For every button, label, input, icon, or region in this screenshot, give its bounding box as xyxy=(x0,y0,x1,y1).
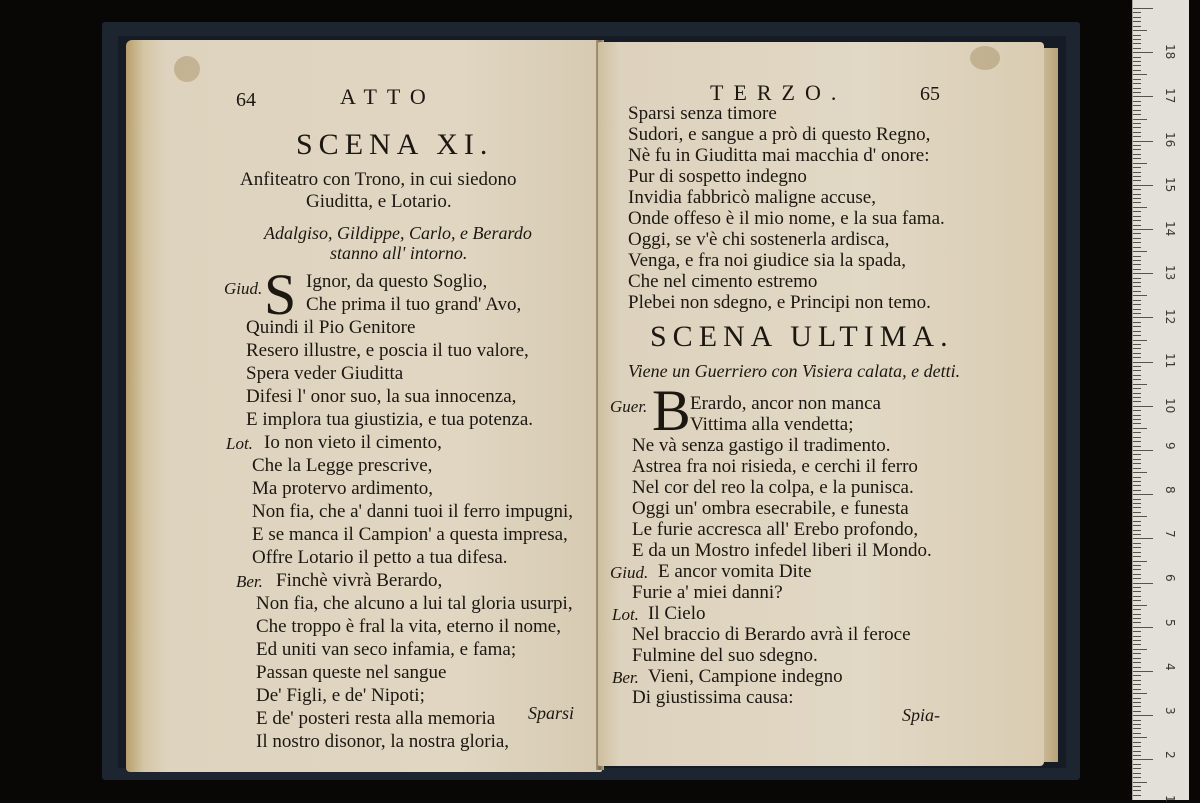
ruler-tick xyxy=(1133,225,1141,226)
speaker-label: Guer. xyxy=(610,397,648,416)
ruler-tick xyxy=(1133,300,1141,301)
ruler-number: 15 xyxy=(1163,176,1177,192)
ruler-tick xyxy=(1133,680,1141,681)
verse-line: Che troppo è fral la vita, eterno il nome, xyxy=(256,616,561,637)
verse-line: E da un Mostro infedel liberi il Mondo. xyxy=(632,540,932,561)
verse-line: Non fia, che a' danni tuoi il ferro impugni, xyxy=(252,501,574,522)
ruler-tick xyxy=(1133,286,1141,287)
speaker-label: Giud. xyxy=(610,563,649,582)
verse-line: Passan queste nel sangue xyxy=(256,662,447,683)
ruler-tick xyxy=(1133,711,1141,712)
ruler-tick xyxy=(1133,132,1141,133)
ruler-tick xyxy=(1133,30,1147,31)
ruler-tick xyxy=(1133,715,1153,716)
ruler-tick xyxy=(1133,317,1153,318)
ruler-tick xyxy=(1133,52,1153,53)
ruler-tick xyxy=(1133,189,1141,190)
ruler-tick xyxy=(1133,251,1147,252)
ruler-number: 16 xyxy=(1163,132,1177,148)
verse-line: Sparsi senza timore xyxy=(628,103,777,124)
ruler-tick xyxy=(1133,667,1141,668)
ruler-tick xyxy=(1133,728,1141,729)
drop-cap: B xyxy=(652,378,691,443)
ruler-tick xyxy=(1133,74,1147,75)
verse-line: Difesi l' onor suo, la sua innocenza, xyxy=(246,386,517,407)
verse-line: Che la Legge prescrive, xyxy=(252,455,433,476)
ruler-tick xyxy=(1133,35,1141,36)
left-page xyxy=(126,40,602,772)
ruler-tick xyxy=(1133,21,1141,22)
ruler-tick xyxy=(1133,454,1141,455)
verse-line: Erardo, ancor non manca xyxy=(690,393,881,414)
ruler-tick xyxy=(1133,622,1141,623)
drop-cap: S xyxy=(264,262,297,327)
ruler-tick xyxy=(1133,220,1141,221)
ruler-tick xyxy=(1133,578,1141,579)
ruler-tick xyxy=(1133,627,1153,628)
verse-line: Oggi un' ombra esecrabile, e funesta xyxy=(632,498,909,519)
ruler-tick xyxy=(1133,141,1153,142)
page-number-right: 65 xyxy=(920,83,940,105)
running-head-left: ATTO xyxy=(340,84,436,109)
ruler-tick xyxy=(1133,755,1141,756)
ruler-tick xyxy=(1133,348,1141,349)
ruler-tick xyxy=(1133,591,1141,592)
ruler-tick xyxy=(1133,782,1147,783)
verse-line: Vittima alla vendetta; xyxy=(690,414,854,435)
verse-line: Vieni, Campione indegno xyxy=(648,666,843,687)
ruler-tick xyxy=(1133,596,1141,597)
ruler-tick xyxy=(1133,269,1141,270)
setting-line-2: Giuditta, e Lotario. xyxy=(306,191,452,212)
verse-line: Oggi, se v'è chi sostenerla ardisca, xyxy=(628,229,890,250)
ruler-tick xyxy=(1133,724,1141,725)
verse-line: Fulmine del suo sdegno. xyxy=(632,645,818,666)
ruler-tick xyxy=(1133,335,1141,336)
ruler-tick xyxy=(1133,331,1141,332)
ruler-tick xyxy=(1133,278,1141,279)
verse-line: Il nostro disonor, la nostra gloria, xyxy=(256,731,510,752)
verse-line: Sudori, e sangue a prò di questo Regno, xyxy=(628,124,931,145)
ruler-tick xyxy=(1133,565,1141,566)
ruler-tick xyxy=(1133,525,1141,526)
stage-direction-1: Adalgiso, Gildippe, Carlo, e Berardo xyxy=(264,223,532,243)
ruler-tick xyxy=(1133,163,1147,164)
ruler-tick xyxy=(1133,507,1141,508)
ruler-number: 5 xyxy=(1163,618,1177,627)
ruler-tick xyxy=(1133,370,1141,371)
ruler-number: 13 xyxy=(1163,265,1177,281)
ruler-tick xyxy=(1133,614,1141,615)
verse-line: Offre Lotario il petto a tua difesa. xyxy=(252,547,508,568)
verse-line: E implora tua giustizia, e tua potenza. xyxy=(246,409,534,430)
ruler-tick xyxy=(1133,406,1153,407)
ruler-tick xyxy=(1133,340,1147,341)
ruler-tick xyxy=(1133,477,1141,478)
ruler-tick xyxy=(1133,662,1141,663)
ruler-tick xyxy=(1133,441,1141,442)
ruler-tick xyxy=(1133,384,1147,385)
measuring-ruler xyxy=(1132,0,1189,803)
ruler-tick xyxy=(1133,401,1141,402)
ruler-number: 10 xyxy=(1163,397,1177,413)
speaker-label: Lot. xyxy=(612,605,639,624)
ruler-tick xyxy=(1133,432,1141,433)
ruler-tick xyxy=(1133,419,1141,420)
verse-line: Nè fu in Giuditta mai macchia d' onore: xyxy=(628,145,930,166)
ruler-tick xyxy=(1133,521,1141,522)
ruler-tick xyxy=(1133,459,1141,460)
verse-line: Astrea fra noi risieda, e cerchi il ferro xyxy=(632,456,918,477)
ruler-tick xyxy=(1133,649,1147,650)
ruler-tick xyxy=(1133,17,1141,18)
ruler-tick xyxy=(1133,706,1141,707)
ruler-tick xyxy=(1133,653,1141,654)
ruler-tick xyxy=(1133,48,1141,49)
verse-line: Ma protervo ardimento, xyxy=(252,478,433,499)
ruler-tick xyxy=(1133,428,1147,429)
ruler-tick xyxy=(1133,79,1141,80)
ruler-tick xyxy=(1133,207,1147,208)
ruler-tick xyxy=(1133,291,1141,292)
ruler-tick xyxy=(1133,211,1141,212)
ruler-tick xyxy=(1133,167,1141,168)
ruler-tick xyxy=(1133,773,1141,774)
ruler-tick xyxy=(1133,110,1141,111)
ruler-tick xyxy=(1133,561,1147,562)
ruler-tick xyxy=(1133,737,1147,738)
ruler-tick xyxy=(1133,552,1141,553)
ruler-number: 2 xyxy=(1163,751,1177,759)
ruler-tick xyxy=(1133,618,1141,619)
ruler-tick xyxy=(1133,313,1141,314)
ruler-tick xyxy=(1133,587,1141,588)
ruler-tick xyxy=(1133,233,1141,234)
ruler-tick xyxy=(1133,446,1141,447)
ruler-tick xyxy=(1133,689,1141,690)
ruler-tick xyxy=(1133,101,1141,102)
running-head-right: TERZO. xyxy=(710,80,847,105)
ruler-tick xyxy=(1133,273,1153,274)
ruler-tick xyxy=(1133,43,1141,44)
ruler-tick xyxy=(1133,366,1141,367)
ruler-tick xyxy=(1133,88,1141,89)
ruler-tick xyxy=(1133,326,1141,327)
page-number-left: 64 xyxy=(236,89,256,111)
ruler-tick xyxy=(1133,70,1141,71)
ruler-tick xyxy=(1133,238,1141,239)
ruler-tick xyxy=(1133,746,1141,747)
speaker-label: Giud. xyxy=(224,279,263,298)
ruler-number: 12 xyxy=(1163,309,1177,325)
ruler-tick xyxy=(1133,119,1147,120)
ruler-tick xyxy=(1133,295,1147,296)
ruler-tick xyxy=(1133,362,1153,363)
ruler-tick xyxy=(1133,61,1141,62)
verse-line: E se manca il Campion' a questa impresa, xyxy=(252,524,568,545)
ruler-tick xyxy=(1133,698,1141,699)
ruler-tick xyxy=(1133,247,1141,248)
ruler-tick xyxy=(1133,180,1141,181)
ruler-tick xyxy=(1133,393,1141,394)
ruler-tick xyxy=(1133,534,1141,535)
ruler-tick xyxy=(1133,149,1141,150)
ruler-tick xyxy=(1133,26,1141,27)
ruler-tick xyxy=(1133,415,1141,416)
right-page xyxy=(598,42,1044,766)
ruler-tick xyxy=(1133,671,1153,672)
catchword-left: Sparsi xyxy=(528,703,575,723)
ruler-tick xyxy=(1133,96,1153,97)
ruler-number: 3 xyxy=(1163,707,1177,715)
verse-line: Resero illustre, e poscia il tuo valore, xyxy=(246,340,529,361)
ruler-tick xyxy=(1133,777,1141,778)
ruler-tick xyxy=(1133,136,1141,137)
ruler-tick xyxy=(1133,538,1153,539)
ruler-tick xyxy=(1133,114,1141,115)
setting-line-1: Anfiteatro con Trono, in cui siedono xyxy=(240,169,517,190)
verse-line: Invidia fabbricò maligne accuse, xyxy=(628,187,876,208)
ruler-tick xyxy=(1133,795,1141,796)
ruler-tick xyxy=(1133,229,1153,230)
ruler-tick xyxy=(1133,450,1153,451)
ruler-tick xyxy=(1133,490,1141,491)
ruler-tick xyxy=(1133,39,1141,40)
verse-line: Ignor, da questo Soglio, xyxy=(306,271,488,292)
ruler-tick xyxy=(1133,644,1141,645)
ruler-tick xyxy=(1133,397,1141,398)
ruler-tick xyxy=(1133,485,1141,486)
verse-line: Pur di sospetto indegno xyxy=(628,166,807,187)
ruler-tick xyxy=(1133,481,1141,482)
speaker-label: Lot. xyxy=(226,434,253,453)
verse-line: Nel braccio di Berardo avrà il feroce xyxy=(632,624,911,645)
ruler-tick xyxy=(1133,499,1141,500)
ruler-tick xyxy=(1133,216,1141,217)
ruler-number: 6 xyxy=(1163,574,1177,583)
ruler-tick xyxy=(1133,658,1141,659)
ruler-tick xyxy=(1133,375,1141,376)
ruler-tick xyxy=(1133,684,1141,685)
verse-line: Plebei non sdegno, e Principi non temo. xyxy=(628,292,931,313)
scene-title-left: SCENA XI. xyxy=(296,128,494,161)
ruler-tick xyxy=(1133,640,1141,641)
ruler-tick xyxy=(1133,65,1141,66)
ruler-tick xyxy=(1133,468,1141,469)
ruler-tick xyxy=(1133,105,1141,106)
verse-line: E de' posteri resta alla memoria xyxy=(256,708,496,729)
ruler-tick xyxy=(1133,600,1141,601)
ruler-tick xyxy=(1133,8,1153,9)
ruler-tick xyxy=(1133,503,1141,504)
verse-line: Onde offeso è il mio nome, e la sua fama. xyxy=(628,208,945,229)
ruler-tick xyxy=(1133,609,1141,610)
speaker-label: Ber. xyxy=(236,572,263,591)
ruler-tick xyxy=(1133,530,1141,531)
ruler-tick xyxy=(1133,379,1141,380)
ruler-tick xyxy=(1133,158,1141,159)
verse-line: Il Cielo xyxy=(648,603,706,624)
ruler-tick xyxy=(1133,309,1141,310)
ruler-tick xyxy=(1133,472,1147,473)
ruler-tick xyxy=(1133,751,1141,752)
ruler-tick xyxy=(1133,764,1141,765)
ruler-tick xyxy=(1133,547,1141,548)
ruler-number: 8 xyxy=(1163,486,1177,494)
ruler-tick xyxy=(1133,322,1141,323)
ruler-tick xyxy=(1133,198,1141,199)
verse-line: De' Figli, e de' Nipoti; xyxy=(256,685,425,706)
ruler-tick xyxy=(1133,742,1141,743)
verse-line: Di giustissima causa: xyxy=(632,687,794,708)
ruler-tick xyxy=(1133,12,1141,13)
ruler-tick xyxy=(1133,83,1141,84)
ruler-tick xyxy=(1133,437,1141,438)
ruler-tick xyxy=(1133,242,1141,243)
ruler-tick xyxy=(1133,264,1141,265)
ruler-tick xyxy=(1133,733,1141,734)
ruler-number: 9 xyxy=(1163,441,1177,450)
ruler-tick xyxy=(1133,494,1153,495)
ruler-tick xyxy=(1133,154,1141,155)
ruler-tick xyxy=(1133,410,1141,411)
ruler-tick xyxy=(1133,194,1141,195)
ruler-tick xyxy=(1133,282,1141,283)
ruler-tick xyxy=(1133,693,1147,694)
verse-line: Spera veder Giuditta xyxy=(246,363,404,384)
ruler-tick xyxy=(1133,512,1141,513)
ruler-tick xyxy=(1133,256,1141,257)
verse-line: Ne và senza gastigo il tradimento. xyxy=(632,435,891,456)
ruler-number: 7 xyxy=(1163,530,1177,538)
ruler-number: 4 xyxy=(1163,662,1177,671)
ruler-tick xyxy=(1133,92,1141,93)
ruler-tick xyxy=(1133,260,1141,261)
ruler-tick xyxy=(1133,636,1141,637)
ruler-tick xyxy=(1133,574,1141,575)
page-edges xyxy=(1044,48,1058,762)
verse-line: Finchè vivrà Berardo, xyxy=(276,570,443,591)
ruler-tick xyxy=(1133,127,1141,128)
ruler-tick xyxy=(1133,516,1147,517)
paper-stain xyxy=(970,46,1000,70)
verse-line: Che prima il tuo grand' Avo, xyxy=(306,294,522,315)
verse-line: Quindi il Pio Genitore xyxy=(246,317,416,338)
verse-line: Ed uniti van seco infamia, e fama; xyxy=(256,639,517,660)
ruler-tick xyxy=(1133,583,1153,584)
ruler-tick xyxy=(1133,720,1141,721)
scene-title-right: SCENA ULTIMA. xyxy=(650,320,954,353)
ruler-tick xyxy=(1133,790,1141,791)
ruler-tick xyxy=(1133,768,1141,769)
ruler-tick xyxy=(1133,631,1141,632)
ruler-number: 18 xyxy=(1163,44,1177,60)
ruler-number: 1 xyxy=(1163,795,1177,803)
ruler-tick xyxy=(1133,353,1141,354)
verse-line: Io non vieto il cimento, xyxy=(264,432,442,453)
ruler-tick xyxy=(1133,605,1147,606)
ruler-tick xyxy=(1133,759,1153,760)
paper-stain xyxy=(174,56,200,82)
ruler-tick xyxy=(1133,172,1141,173)
verse-line: Furie a' miei danni? xyxy=(632,582,783,603)
ruler-tick xyxy=(1133,388,1141,389)
ruler-number: 11 xyxy=(1163,353,1177,369)
verse-line: E ancor vomita Dite xyxy=(658,561,812,582)
ruler-tick xyxy=(1133,304,1141,305)
ruler-tick xyxy=(1133,344,1141,345)
ruler-tick xyxy=(1133,463,1141,464)
ruler-tick xyxy=(1133,145,1141,146)
ruler-tick xyxy=(1133,675,1141,676)
catchword-right: Spia- xyxy=(902,705,940,725)
ruler-tick xyxy=(1133,543,1141,544)
verse-line: Le furie accresca all' Erebo profondo, xyxy=(632,519,919,540)
verse-line: Non fia, che alcuno a lui tal gloria usurpi, xyxy=(256,593,573,614)
verse-line: Venga, e fra noi giudice sia la spada, xyxy=(628,250,907,271)
ruler-tick xyxy=(1133,786,1141,787)
ruler-tick xyxy=(1133,556,1141,557)
verse-line: Che nel cimento estremo xyxy=(628,271,818,292)
stage-direction-2: stanno all' intorno. xyxy=(330,243,468,263)
ruler-tick xyxy=(1133,423,1141,424)
ruler-tick xyxy=(1133,702,1141,703)
ruler-tick xyxy=(1133,123,1141,124)
ruler-tick xyxy=(1133,202,1141,203)
stage-direction-right: Viene un Guerriero con Visiera calata, e detti. xyxy=(628,361,961,381)
ruler-number: 17 xyxy=(1163,88,1177,104)
speaker-label: Ber. xyxy=(612,668,639,687)
ruler-number: 14 xyxy=(1163,220,1177,237)
ruler-tick xyxy=(1133,569,1141,570)
ruler-tick xyxy=(1133,357,1141,358)
verse-line: Nel cor del reo la colpa, e la punisca. xyxy=(632,477,914,498)
ruler-tick xyxy=(1133,176,1141,177)
ruler-tick xyxy=(1133,185,1153,186)
ruler-tick xyxy=(1133,57,1141,58)
